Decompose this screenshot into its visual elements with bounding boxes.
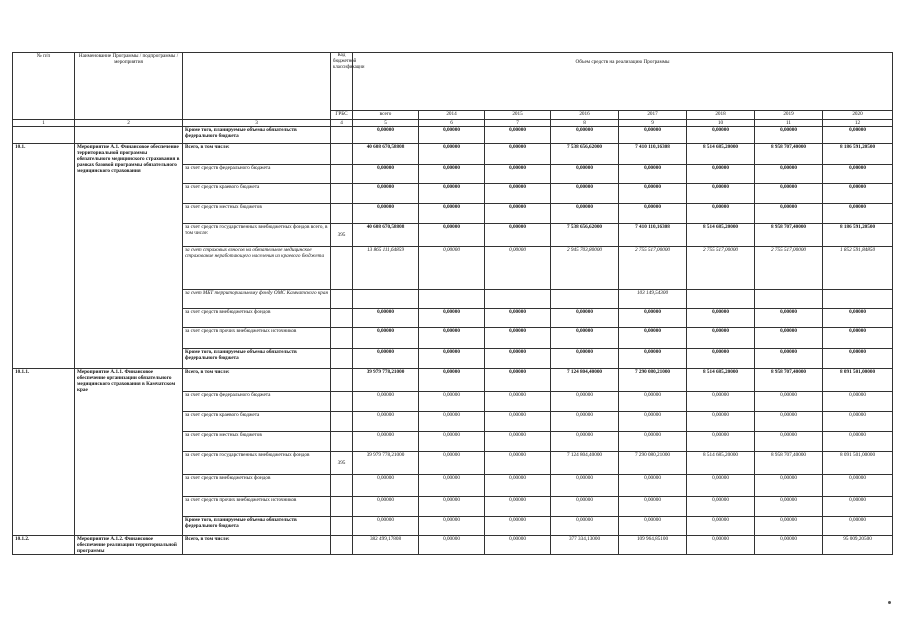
amount-cell: 0,00000 [619,184,687,204]
amount-cell: 2 755 517,00000 [755,247,823,290]
amount-cell: 8 091 501,00000 [823,452,893,475]
funding-source: за счет средств местных бюджетов [183,204,331,224]
amount-cell: 0,00000 [419,144,485,165]
header-year: 2016 [551,111,619,120]
amount-cell: 0,00000 [619,412,687,432]
row-number: 10.1.2. [13,536,75,555]
amount-cell: 0,00000 [419,517,485,536]
amount-cell: 0,00000 [353,432,419,452]
grbs-code [331,290,353,309]
amount-cell [419,290,485,309]
amount-cell: 0,00000 [551,432,619,452]
amount-cell: 0,00000 [755,432,823,452]
grbs-code [331,349,353,369]
column-index: 7 [485,120,551,127]
amount-cell: 13 865 111,64859 [353,247,419,290]
amount-cell: 0,00000 [687,412,755,432]
amount-cell: 109 964,85100 [619,536,687,555]
column-index: 8 [551,120,619,127]
amount-cell: 0,00000 [823,517,893,536]
grbs-code [331,412,353,432]
amount-cell: 8 958 707,40000 [755,369,823,392]
amount-cell: 0,00000 [755,517,823,536]
column-index: 12 [823,120,893,127]
amount-cell: 0,00000 [619,165,687,184]
amount-cell: 0,00000 [619,432,687,452]
header-year: 2014 [419,111,485,120]
amount-cell [353,290,419,309]
amount-cell: 39 979 778,21000 [353,369,419,392]
header-row-index [13,120,893,127]
amount-cell: 0,00000 [485,392,551,412]
column-index: 4 [331,120,353,127]
amount-cell: 8 091 501,00000 [823,369,893,392]
amount-cell: 0,00000 [755,184,823,204]
amount-cell: 0,00000 [551,328,619,349]
amount-cell: 0,00000 [687,392,755,412]
amount-cell: 7 538 656,62000 [551,224,619,247]
column-index: 6 [419,120,485,127]
amount-cell: 0,00000 [823,349,893,369]
amount-cell: 0,00000 [823,497,893,517]
amount-cell: 0,00000 [485,127,551,144]
grbs-code [331,165,353,184]
funding-source: за счет средств прочих внебюджетных источников [183,497,331,517]
amount-cell: 0,00000 [419,412,485,432]
amount-cell: 0,00000 [353,127,419,144]
amount-cell: 377 334,13000 [551,536,619,555]
amount-cell: 0,00000 [485,475,551,497]
funding-source: за счет средств государственных внебюджетных фондов [183,452,331,475]
column-index: 5 [353,120,419,127]
amount-cell [551,290,619,309]
header-volume: Объем средств на реализацию Программы [353,53,893,111]
amount-cell: 7 290 080,21000 [619,452,687,475]
amount-cell: 0,00000 [619,392,687,412]
amount-cell: 39 979 778,21000 [353,452,419,475]
amount-cell: 382 499,17808 [353,536,419,555]
header-year: 2019 [755,111,823,120]
table-row [13,536,893,555]
table-row [13,144,893,165]
header-source [183,53,331,120]
grbs-code [331,127,353,144]
funding-source: за счет средств внебюджетных фондов [183,475,331,497]
funding-source: за счет средств местных бюджетов [183,432,331,452]
amount-cell: 0,00000 [485,247,551,290]
amount-cell: 8 514 685,20000 [687,369,755,392]
amount-cell: 0,00000 [823,184,893,204]
amount-cell: 0,00000 [551,127,619,144]
amount-cell: 0,00000 [755,309,823,328]
grbs-code: 395 [331,452,353,475]
amount-cell: 0,00000 [551,517,619,536]
amount-cell: 0,00000 [755,536,823,555]
amount-cell [823,290,893,309]
amount-cell: 8 958 707,40000 [755,224,823,247]
amount-cell: 0,00000 [485,369,551,392]
amount-cell: 0,00000 [551,165,619,184]
amount-cell: 0,00000 [353,497,419,517]
amount-cell: 8 958 707,40000 [755,452,823,475]
amount-cell: 0,00000 [551,497,619,517]
amount-cell: 0,00000 [823,432,893,452]
amount-cell: 0,00000 [551,349,619,369]
amount-cell: 0,00000 [755,412,823,432]
amount-cell: 95 009,20500 [823,536,893,555]
amount-cell: 7 410 110,16308 [619,224,687,247]
amount-cell: 0,00000 [687,432,755,452]
table-row [13,369,893,392]
amount-cell: 0,00000 [419,452,485,475]
amount-cell: 0,00000 [619,328,687,349]
header-program-name: Наименование Программы / подпрограммы / мероприятия [75,53,183,120]
amount-cell: 0,00000 [419,224,485,247]
amount-cell: 0,00000 [687,349,755,369]
amount-cell: 0,00000 [353,165,419,184]
amount-cell: 7 538 656,62000 [551,144,619,165]
amount-cell: 0,00000 [419,165,485,184]
amount-cell: 0,00000 [419,184,485,204]
funding-source: Кроме того, планируемые объемы обязательств федерального бюджета [183,517,331,536]
header-year: 2020 [823,111,893,120]
amount-cell: 0,00000 [823,309,893,328]
amount-cell: 0,00000 [755,165,823,184]
amount-cell: 0,00000 [551,412,619,432]
amount-cell: 0,00000 [485,536,551,555]
amount-cell: 0,00000 [485,204,551,224]
amount-cell: 0,00000 [419,127,485,144]
measure-name: Мероприятие А.1.1. Финансовое обеспечение организации обязательного медицинского страхования в Камчатском крае [75,369,183,536]
funding-source: Всего, в том числе: [183,144,331,165]
amount-cell: 0,00000 [353,184,419,204]
amount-cell: 0,00000 [687,517,755,536]
amount-cell: 7 290 080,21000 [619,369,687,392]
grbs-code [331,432,353,452]
amount-cell: 0,00000 [619,475,687,497]
amount-cell: 40 608 670,58808 [353,224,419,247]
column-index: 10 [687,120,755,127]
amount-cell: 0,00000 [687,475,755,497]
amount-cell: 0,00000 [419,536,485,555]
funding-source: за счет средств государственных внебюджетных фондов всего, в том числе: [183,224,331,247]
funding-source: за счет страховых взносов на обязательное медицинское страхование неработающего населения из краевого бюджета [183,247,331,290]
amount-cell: 0,00000 [687,536,755,555]
amount-cell: 0,00000 [353,412,419,432]
amount-cell: 2 755 517,00000 [687,247,755,290]
grbs-code: 395 [331,224,353,247]
amount-cell: 0,00000 [823,412,893,432]
amount-cell: 0,00000 [755,204,823,224]
amount-cell: 0,00000 [485,452,551,475]
amount-cell: 0,00000 [353,475,419,497]
grbs-code [331,369,353,392]
header-grbs: ГРБС [331,111,353,120]
amount-cell: 0,00000 [485,412,551,432]
funding-source: Всего, в том числе: [183,369,331,392]
amount-cell: 0,00000 [755,497,823,517]
column-index: 1 [13,120,75,127]
amount-cell: 2 755 517,00000 [619,247,687,290]
amount-cell: 0,00000 [687,204,755,224]
amount-cell: 0,00000 [485,165,551,184]
row-number: 10.1. [13,144,75,369]
amount-cell: 8 514 685,20000 [687,224,755,247]
amount-cell: 0,00000 [687,328,755,349]
amount-cell: 0,00000 [619,309,687,328]
amount-cell: 7 124 804,40000 [551,369,619,392]
amount-cell: 1 852 591,84850 [823,247,893,290]
header-year: 2018 [687,111,755,120]
column-index: 11 [755,120,823,127]
amount-cell: 0,00000 [353,309,419,328]
funding-source: за счет средств краевого бюджета [183,412,331,432]
funding-source: Кроме того, планируемые объемы обязательств федерального бюджета [183,349,331,369]
amount-cell: 8 186 591,20500 [823,224,893,247]
amount-cell [755,290,823,309]
funding-source: Всего, в том числе: [183,536,331,555]
amount-cell: 0,00000 [419,497,485,517]
amount-cell: 0,00000 [551,392,619,412]
measure-name: Мероприятие А.1. Финансовое обеспечение территориальной программы обязательного медицинского страхования в рамках базовой программы обязательного медицинского страхования [75,144,183,369]
column-index: 2 [75,120,183,127]
header-year: 2017 [619,111,687,120]
amount-cell: 0,00000 [419,392,485,412]
page-mark [888,601,891,604]
amount-cell [687,290,755,309]
grbs-code [331,309,353,328]
amount-cell: 0,00000 [485,144,551,165]
amount-cell: 0,00000 [551,475,619,497]
amount-cell: 40 608 670,58808 [353,144,419,165]
amount-cell: 0,00000 [823,475,893,497]
amount-cell: 0,00000 [755,127,823,144]
amount-cell: 0,00000 [419,328,485,349]
measure-name: Мероприятие А.1.2. Финансовое обеспечение реализации территориальной программы [75,536,183,555]
header-year: всего [353,111,419,120]
amount-cell: 0,00000 [823,392,893,412]
amount-cell: 7 410 110,16308 [619,144,687,165]
grbs-code [331,328,353,349]
amount-cell: 8 514 685,20000 [687,452,755,475]
funding-source: за счет средств прочих внебюджетных источников [183,328,331,349]
amount-cell: 0,00000 [551,184,619,204]
amount-cell: 0,00000 [823,204,893,224]
amount-cell: 8 958 707,40000 [755,144,823,165]
grbs-code [331,247,353,290]
amount-cell: 0,00000 [687,184,755,204]
amount-cell [485,290,551,309]
funding-source: Кроме того, планируемые объемы обязательств федерального бюджета [183,127,331,144]
amount-cell: 0,00000 [823,165,893,184]
header-budget-code: Код бюджетной классификации [331,53,353,111]
amount-cell: 0,00000 [353,392,419,412]
table-row [13,127,893,144]
amount-cell: 0,00000 [485,328,551,349]
amount-cell: 103 149,54300 [619,290,687,309]
amount-cell: 0,00000 [485,309,551,328]
amount-cell: 0,00000 [619,497,687,517]
row-number: 10.1.1. [13,369,75,536]
amount-cell: 0,00000 [823,127,893,144]
grbs-code [331,475,353,497]
amount-cell: 0,00000 [485,349,551,369]
amount-cell: 0,00000 [755,349,823,369]
amount-cell: 0,00000 [353,328,419,349]
amount-cell: 0,00000 [419,247,485,290]
amount-cell: 0,00000 [485,224,551,247]
amount-cell: 0,00000 [755,392,823,412]
funding-source: за счет средств краевого бюджета [183,184,331,204]
amount-cell: 0,00000 [485,432,551,452]
amount-cell: 0,00000 [419,349,485,369]
amount-cell: 0,00000 [619,204,687,224]
measure-name [75,127,183,144]
column-index: 9 [619,120,687,127]
amount-cell: 8 514 685,20000 [687,144,755,165]
row-number [13,127,75,144]
grbs-code [331,204,353,224]
grbs-code [331,144,353,165]
amount-cell: 0,00000 [687,497,755,517]
funding-source: за счет средств федерального бюджета [183,165,331,184]
amount-cell: 8 186 591,20500 [823,144,893,165]
amount-cell: 0,00000 [823,328,893,349]
amount-cell: 0,00000 [755,328,823,349]
amount-cell: 0,00000 [353,349,419,369]
funding-source: за счет средств внебюджетных фондов [183,309,331,328]
grbs-code [331,536,353,555]
program-funding-table [12,52,893,555]
grbs-code [331,184,353,204]
amount-cell: 0,00000 [419,432,485,452]
amount-cell: 0,00000 [419,475,485,497]
amount-cell: 0,00000 [619,517,687,536]
header-year: 2015 [485,111,551,120]
amount-cell: 0,00000 [619,127,687,144]
amount-cell: 0,00000 [551,204,619,224]
amount-cell: 0,00000 [551,309,619,328]
grbs-code [331,517,353,536]
header-row-main [13,53,893,111]
funding-source: за счет средств федерального бюджета [183,392,331,412]
grbs-code [331,392,353,412]
amount-cell: 0,00000 [485,497,551,517]
amount-cell: 0,00000 [419,309,485,328]
amount-cell: 0,00000 [755,475,823,497]
amount-cell: 0,00000 [619,349,687,369]
amount-cell: 0,00000 [687,127,755,144]
amount-cell: 0,00000 [353,517,419,536]
grbs-code [331,497,353,517]
funding-source: за счет МБТ территориальному фонду ОМС Камчатского края [183,290,331,309]
amount-cell: 0,00000 [353,204,419,224]
amount-cell: 0,00000 [419,204,485,224]
column-index: 3 [183,120,331,127]
amount-cell: 7 124 804,40000 [551,452,619,475]
amount-cell: 0,00000 [687,165,755,184]
amount-cell: 0,00000 [485,517,551,536]
amount-cell: 0,00000 [419,369,485,392]
amount-cell: 0,00000 [485,184,551,204]
header-number: № п/п [13,53,75,120]
amount-cell: 2 945 703,80000 [551,247,619,290]
amount-cell: 0,00000 [687,309,755,328]
